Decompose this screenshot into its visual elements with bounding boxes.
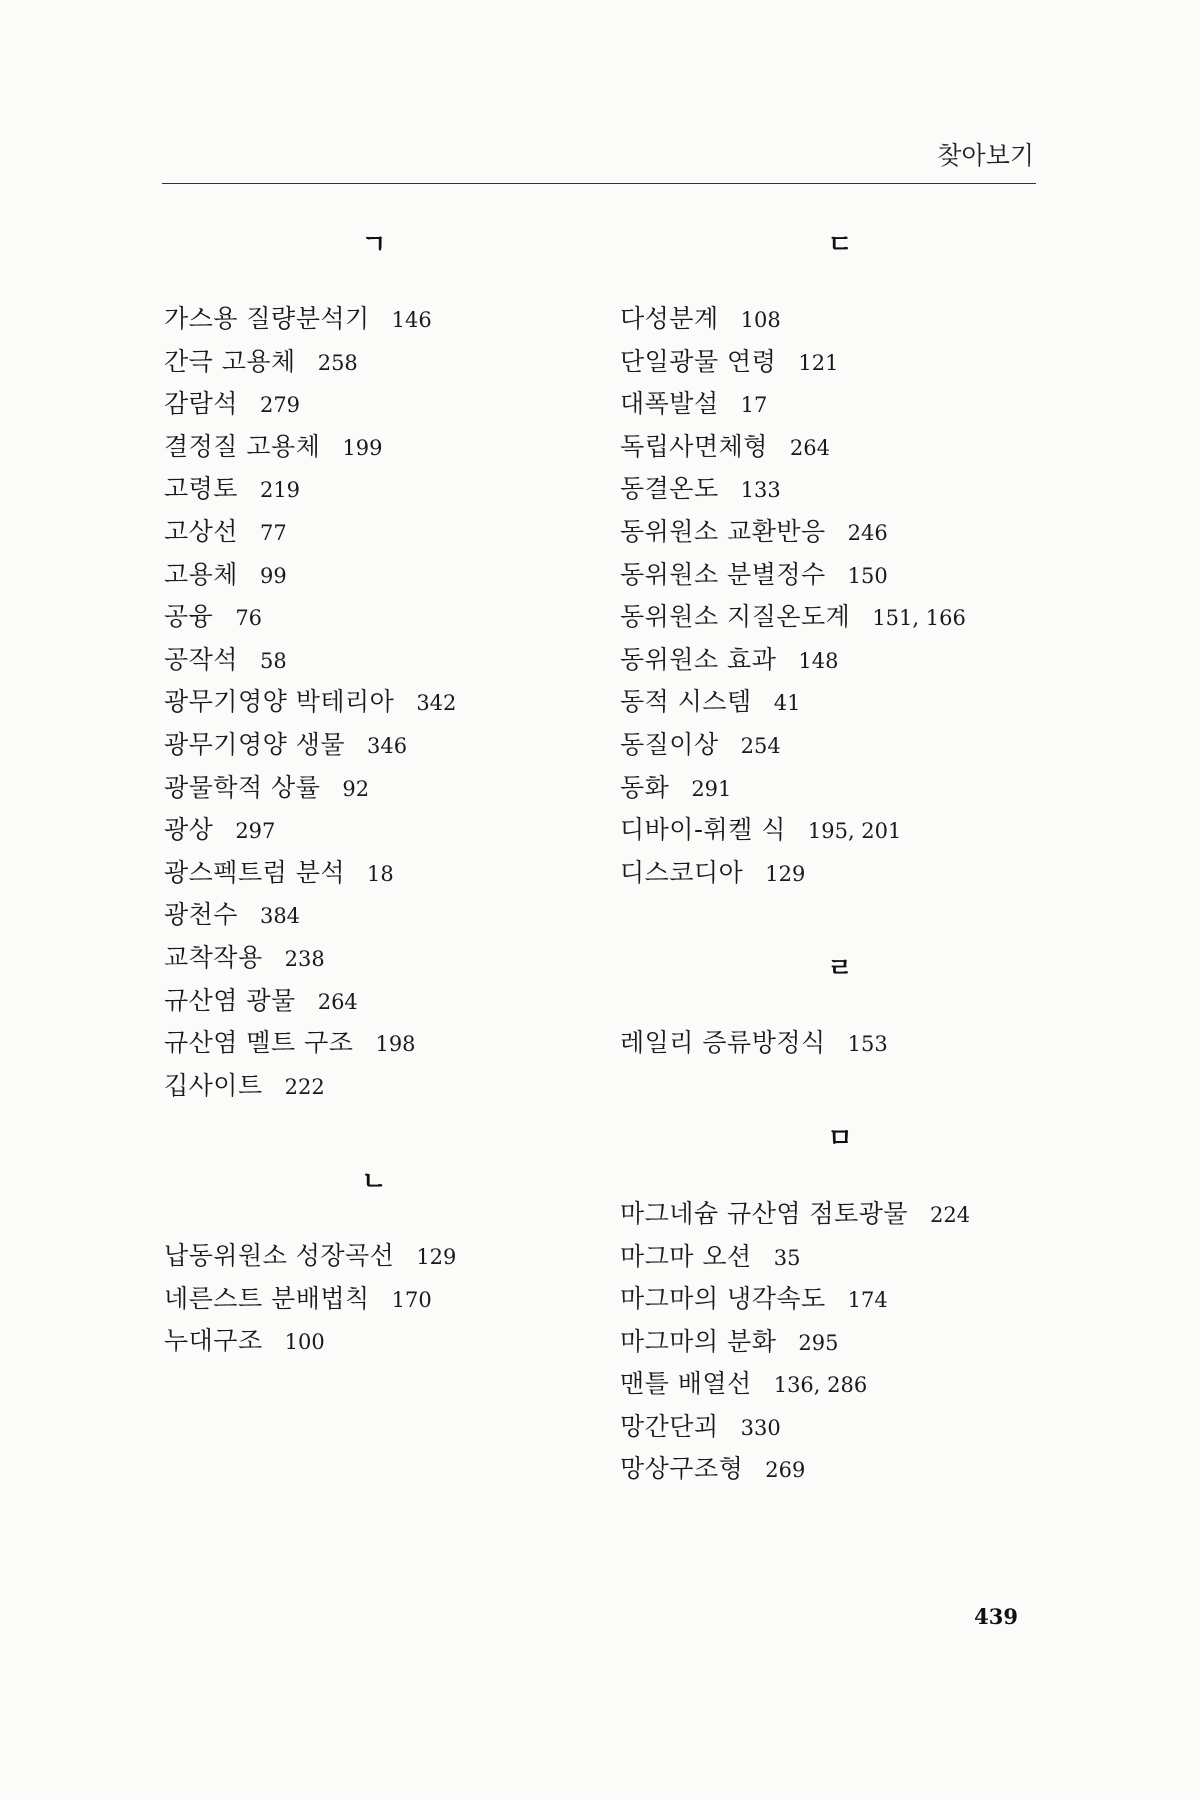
- index-term: 디스코디아: [620, 857, 744, 887]
- index-term: 다성분계: [620, 304, 719, 333]
- index-term: 맨틀 배열선: [620, 1369, 752, 1399]
- index-page-ref: 150: [847, 563, 888, 588]
- index-page-ref: 279: [259, 393, 301, 418]
- index-page-ref: 170: [391, 1287, 432, 1312]
- index-entry: [164, 554, 584, 597]
- index-page-ref: 264: [789, 435, 830, 460]
- index-page-ref: 129: [765, 861, 806, 886]
- index-page-ref: 100: [284, 1330, 325, 1355]
- index-page-ref: 222: [284, 1074, 325, 1099]
- index-entry: [164, 1235, 584, 1278]
- index-term: 광물학적 상률: [164, 772, 321, 802]
- index-entry: [620, 383, 1060, 426]
- index-term: 마그마 오션: [620, 1241, 752, 1271]
- index-section-heading: ㄹ: [827, 953, 853, 984]
- index-entry: [164, 980, 584, 1023]
- index-page-ref: 198: [375, 1032, 416, 1057]
- index-entry: [620, 426, 1060, 469]
- index-term: 고용체: [164, 559, 238, 589]
- running-header-title: 찾아보기: [937, 141, 1034, 170]
- index-entry: [164, 809, 584, 852]
- index-term: 공작석: [164, 644, 238, 674]
- index-entry: [164, 383, 584, 426]
- index-entry: [620, 341, 1060, 384]
- index-page-ref: 41: [773, 691, 801, 716]
- index-term: 망상구조형: [620, 1454, 744, 1484]
- index-page-ref: 269: [765, 1458, 806, 1483]
- index-page-ref: 238: [284, 946, 325, 971]
- index-term: 동적 시스템: [620, 687, 752, 717]
- index-page-ref: 18: [367, 861, 394, 886]
- index-term: 동위원소 교환반응: [620, 516, 826, 546]
- index-term: 광무기영양 생물: [164, 729, 345, 759]
- index-term: 누대구조: [164, 1326, 263, 1356]
- index-entry: [164, 937, 584, 980]
- index-section-heading: ㄷ: [827, 229, 853, 260]
- index-entry: [620, 639, 1060, 682]
- index-page-ref: 264: [317, 989, 358, 1014]
- index-term: 마그네슘 규산염 점토광물: [620, 1198, 909, 1228]
- index-term: 동결온도: [620, 474, 719, 504]
- index-entry: [164, 468, 584, 511]
- index-entry: [620, 809, 1060, 852]
- index-term: 감람석: [164, 389, 238, 419]
- index-entry: [164, 341, 584, 384]
- index-page-ref: 151, 166: [872, 606, 966, 631]
- index-page-ref: 121: [798, 350, 839, 375]
- index-page-ref: 254: [740, 733, 781, 758]
- index-page-ref: 330: [740, 1415, 781, 1440]
- index-page-ref: 153: [847, 1032, 888, 1057]
- index-entry: [164, 298, 584, 341]
- index-page-ref: 384: [259, 904, 301, 929]
- index-page-ref: 295: [798, 1330, 839, 1355]
- index-entry-list: [164, 1221, 584, 1363]
- index-entry: [164, 894, 584, 937]
- index-page-ref: 174: [847, 1288, 888, 1313]
- index-term: 독립사면체형: [620, 431, 768, 461]
- index-entry: [620, 1406, 1060, 1449]
- index-term: 공융: [164, 602, 214, 632]
- index-term: 동화: [620, 772, 670, 802]
- index-page-ref: 199: [342, 435, 383, 460]
- index-term: 고상선: [164, 516, 238, 546]
- index-term: 규산염 멜트 구조: [164, 1028, 354, 1058]
- index-entry: [620, 468, 1060, 511]
- index-entry-list: [620, 1179, 1060, 1491]
- index-entry: [164, 681, 584, 724]
- index-page-ref: 297: [235, 819, 276, 844]
- index-term: 디바이-휘켈 식: [620, 815, 786, 845]
- index-page-ref: 35: [773, 1245, 801, 1270]
- index-section-heading: ㄱ: [361, 229, 387, 260]
- index-entry: [164, 1065, 584, 1108]
- page-number: 439: [974, 1604, 1018, 1629]
- section-gap: [620, 1065, 1060, 1095]
- index-entry: [164, 767, 584, 810]
- index-term: 동질이상: [620, 729, 719, 759]
- index-entry: [164, 596, 584, 639]
- index-page-ref: 17: [740, 393, 768, 418]
- index-entry: [164, 639, 584, 682]
- index-page-ref: 258: [317, 350, 358, 375]
- index-section-heading: ㅁ: [827, 1124, 853, 1155]
- index-entry: [620, 767, 1060, 810]
- index-term: 가스용 질량분석기: [164, 304, 370, 333]
- index-term: 네른스트 분배법칙: [164, 1283, 370, 1313]
- index-term: 마그마의 냉각속도: [620, 1284, 826, 1314]
- index-entry: [164, 426, 584, 469]
- index-term: 광스펙트럼 분석: [164, 857, 345, 887]
- index-entry: [620, 1321, 1060, 1364]
- index-entry: [620, 724, 1060, 767]
- index-term: 단일광물 연령: [620, 346, 777, 376]
- index-term: 규산염 광물: [164, 985, 296, 1015]
- index-page-ref: 58: [259, 648, 287, 673]
- index-term: 마그마의 분화: [620, 1326, 777, 1356]
- index-entry: [164, 1022, 584, 1065]
- index-page-ref: 146: [391, 308, 432, 332]
- index-term: 광천수: [164, 900, 238, 930]
- index-entry: [164, 1278, 584, 1321]
- index-entry: [164, 511, 584, 554]
- index-entry: [620, 596, 1060, 639]
- index-entry-list: [620, 284, 1060, 894]
- section-gap: [164, 1107, 584, 1137]
- index-term: 납동위원소 성장곡선: [164, 1241, 395, 1271]
- index-term: 깁사이트: [164, 1070, 263, 1100]
- index-term: 레일리 증류방정식: [620, 1028, 826, 1058]
- index-entry: [620, 1278, 1060, 1321]
- index-entry: [164, 724, 584, 767]
- index-term: 간극 고용체: [164, 346, 296, 376]
- index-page-ref: 219: [259, 478, 301, 503]
- index-entry: [620, 1236, 1060, 1279]
- index-entry-list: [620, 1008, 1060, 1065]
- index-page-ref: 99: [259, 563, 287, 588]
- index-page-ref: 136, 286: [773, 1373, 868, 1398]
- index-entry: [620, 1193, 1060, 1236]
- index-page-ref: 224: [930, 1202, 971, 1227]
- index-entry: [620, 1022, 1060, 1065]
- index-term: 광무기영양 박테리아: [164, 687, 395, 717]
- index-entry: [620, 511, 1060, 554]
- index-entry: [620, 681, 1060, 724]
- index-column-left: [164, 200, 584, 1363]
- index-entry: [620, 1363, 1060, 1406]
- index-term: 광상: [164, 815, 214, 845]
- index-page-ref: 291: [691, 776, 732, 801]
- index-page-ref: 129: [416, 1245, 457, 1270]
- index-entry: [164, 1320, 584, 1363]
- index-term: 대폭발설: [620, 389, 719, 419]
- index-page-ref: 76: [235, 606, 263, 631]
- index-term: 동위원소 분별정수: [620, 559, 826, 589]
- index-entry: [620, 852, 1060, 895]
- index-term: 망간단괴: [620, 1411, 719, 1441]
- index-entry: [164, 852, 584, 895]
- index-page-ref: 77: [259, 520, 287, 545]
- section-gap: [620, 894, 1060, 924]
- index-page-ref: 108: [740, 308, 781, 332]
- index-page-ref: 342: [416, 691, 457, 716]
- index-page-ref: 195, 201: [807, 819, 902, 844]
- index-term: 교착작용: [164, 942, 263, 972]
- index-page-ref: 148: [798, 648, 839, 673]
- index-page-ref: 346: [367, 733, 408, 758]
- index-page-ref: 246: [847, 520, 888, 545]
- index-entry-list: [164, 284, 584, 1107]
- index-section-heading: ㄴ: [361, 1166, 387, 1197]
- header-rule: [162, 183, 1036, 184]
- index-column-right: [620, 200, 1060, 1491]
- index-page-ref: 133: [740, 478, 781, 503]
- index-entry: [620, 298, 1060, 341]
- index-entry: [620, 1448, 1060, 1491]
- index-term: 고령토: [164, 474, 238, 504]
- index-term: 동위원소 효과: [620, 644, 777, 674]
- index-page-ref: 92: [342, 776, 370, 801]
- index-term: 동위원소 지질온도계: [620, 602, 851, 632]
- index-entry: [620, 554, 1060, 597]
- index-term: 결정질 고용체: [164, 431, 321, 461]
